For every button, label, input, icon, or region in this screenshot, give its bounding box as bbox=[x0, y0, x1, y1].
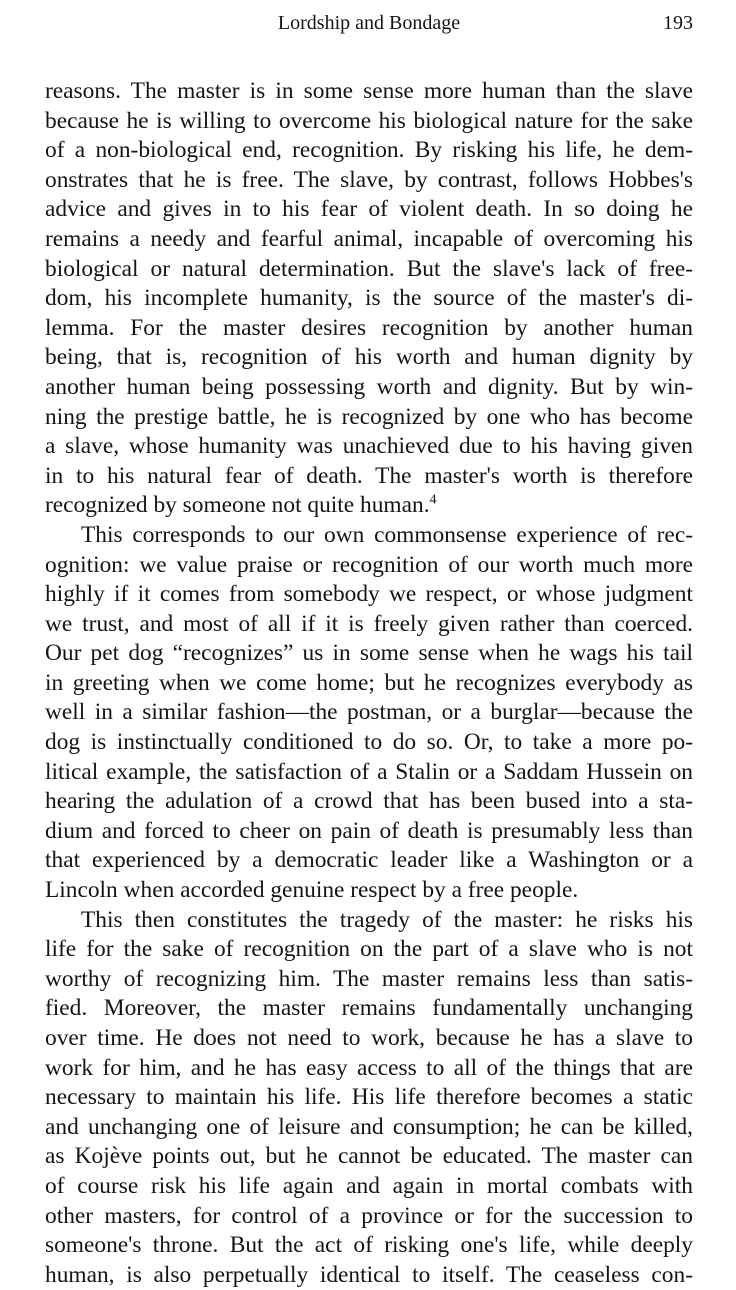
text-line: well in a similar fashion—the postman, or a burglar—because the bbox=[45, 699, 693, 726]
text-line: of a non-biological end, recognition. By risking his life, he dem- bbox=[45, 137, 693, 164]
text-line: another human being possessing worth and dignity. But by win- bbox=[45, 373, 693, 400]
text-line: remains a needy and fearful animal, incapable of overcoming his bbox=[45, 225, 693, 252]
text-line-first: This then constitutes the tragedy of the master: he risks his bbox=[81, 906, 693, 933]
text-line: dium and forced to cheer on pain of death is presumably less than bbox=[45, 817, 693, 844]
text-line: Our pet dog “recognizes” us in some sense when he wags his tail bbox=[45, 640, 693, 667]
text-line-first: This corresponds to our own commonsense experience of rec- bbox=[81, 521, 693, 548]
text-line: a slave, whose humanity was unachieved due to his having given bbox=[45, 433, 693, 460]
text-line: in greeting when we come home; but he recognizes everybody as bbox=[45, 669, 693, 696]
text-line: ning the prestige battle, he is recognized by one who has become bbox=[45, 403, 693, 430]
text-line: necessary to maintain his life. His life therefore becomes a static bbox=[45, 1084, 693, 1111]
last-line-text: recognized by someone not quite human. bbox=[45, 492, 430, 519]
body-text bbox=[45, 77, 693, 1290]
text-line: dom, his incomplete humanity, is the source of the master's di- bbox=[45, 285, 693, 312]
text-line: reasons. The master is in some sense more human than the slave bbox=[45, 78, 693, 104]
running-head bbox=[45, 0, 693, 50]
text-line: litical example, the satisfaction of a Stalin or a Saddam Hussein on bbox=[45, 758, 693, 785]
text-line: highly if it comes from somebody we respect, or whose judgment bbox=[45, 581, 693, 608]
text-line: of course risk his life again and again in mortal combats with bbox=[45, 1172, 693, 1199]
text-line: that experienced by a democratic leader like a Washington or a bbox=[45, 847, 693, 874]
text-line: ognition: we value praise or recognition of our worth much more bbox=[45, 551, 693, 578]
text-line: and unchanging one of leisure and consumption; he can be killed, bbox=[45, 1113, 693, 1140]
text-line-end bbox=[45, 491, 693, 521]
book-page bbox=[45, 0, 693, 1290]
footnote-ref: 4 bbox=[429, 492, 437, 508]
text-line: lemma. For the master desires recognition by another human bbox=[45, 314, 693, 341]
text-line: someone's throne. But the act of risking one's life, while deeply bbox=[45, 1232, 693, 1259]
text-line: advice and gives in to his fear of violent death. In so doing he bbox=[45, 196, 693, 223]
text-line: biological or natural determination. But the slave's lack of free- bbox=[45, 255, 693, 282]
text-line: being, that is, recognition of his worth and human dignity by bbox=[45, 344, 693, 371]
text-line: we trust, and most of all if it is freely given rather than coerced. bbox=[45, 610, 693, 637]
text-line: worthy of recognizing him. The master remains less than satis- bbox=[45, 965, 693, 992]
text-line: onstrates that he is free. The slave, by contrast, follows Hobbes's bbox=[45, 166, 693, 193]
text-line: other masters, for control of a province or for the succession to bbox=[45, 1202, 693, 1229]
text-line: dog is instinctually conditioned to do so. Or, to take a more po- bbox=[45, 729, 693, 756]
text-line: life for the sake of recognition on the part of a slave who is not bbox=[45, 936, 693, 963]
running-title: Lordship and Bondage bbox=[277, 12, 461, 34]
text-line: because he is willing to overcome his biological nature for the sake bbox=[45, 107, 693, 134]
text-line: hearing the adulation of a crowd that has been bused into a sta- bbox=[45, 788, 693, 815]
text-line-end: Lincoln when accorded genuine respect by a free people. bbox=[45, 877, 579, 904]
text-line: in to his natural fear of death. The master's worth is therefore bbox=[45, 462, 693, 489]
text-line: fied. Moreover, the master remains fundamentally unchanging bbox=[45, 995, 693, 1022]
page-number: 193 bbox=[663, 12, 693, 34]
text-line: work for him, and he has easy access to all of the things that are bbox=[45, 1054, 693, 1081]
text-line: as Kojève points out, but he cannot be educated. The master can bbox=[45, 1143, 693, 1170]
text-line: human, is also perpetually identical to itself. The ceaseless con- bbox=[45, 1261, 693, 1288]
text-line: over time. He does not need to work, because he has a slave to bbox=[45, 1025, 693, 1051]
